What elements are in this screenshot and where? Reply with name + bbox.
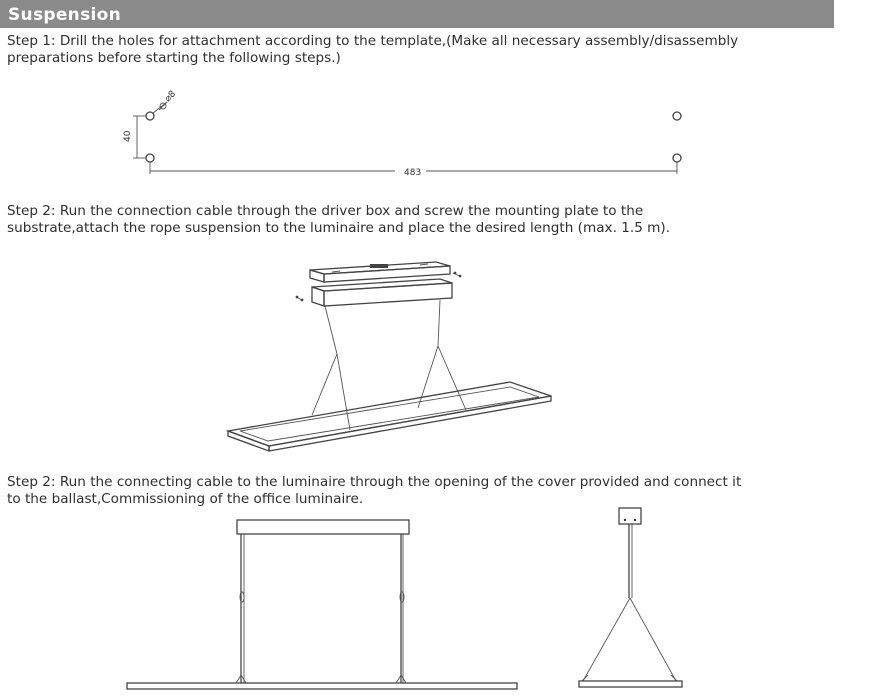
width-dimension-label: 483 (404, 168, 422, 178)
section-header (0, 0, 834, 28)
step-3-line-1: Step 2: Run the connecting cable to the luminaire through the opening of the cover provided and connect it (7, 474, 742, 490)
driver-box (312, 279, 452, 306)
bottom-left-hole (146, 154, 154, 162)
section-title: Suspension (8, 5, 121, 25)
step-3-line-2: to the ballast,Commissioning of the office luminaire. (7, 491, 364, 507)
drilling-template-diagram (0, 90, 888, 180)
height-dimension-label: 40 (123, 130, 133, 142)
side-view-cables (582, 524, 677, 681)
mounting-plate (310, 262, 450, 282)
suspension-cables (312, 300, 466, 430)
step-1-text (7, 33, 738, 67)
top-left-hole (146, 112, 154, 120)
side-view-diagram (0, 505, 888, 690)
step-1-line-1: Step 1: Drill the holes for attachment according to the template,(Make all necessary assembly/disassembly (7, 33, 739, 49)
bottom-right-hole (673, 154, 681, 162)
hole-diameter-label: ⌀8 (163, 89, 179, 105)
step-1-line-2: preparations before starting the following steps.) (7, 50, 341, 66)
side-view-luminaire (579, 681, 682, 687)
step-2-line-1: Step 2: Run the connection cable through the driver box and screw the mounting plate to the (7, 203, 644, 219)
top-right-hole (673, 112, 681, 120)
step-3-text (7, 474, 741, 508)
exploded-assembly-diagram (0, 250, 888, 460)
step-2-line-2: substrate,attach the rope suspension to the luminaire and place the desired length (max. 1.5 m). (7, 220, 671, 236)
luminaire-panel (228, 382, 551, 451)
step-2-text (7, 203, 670, 237)
side-view-canopy (619, 508, 641, 524)
